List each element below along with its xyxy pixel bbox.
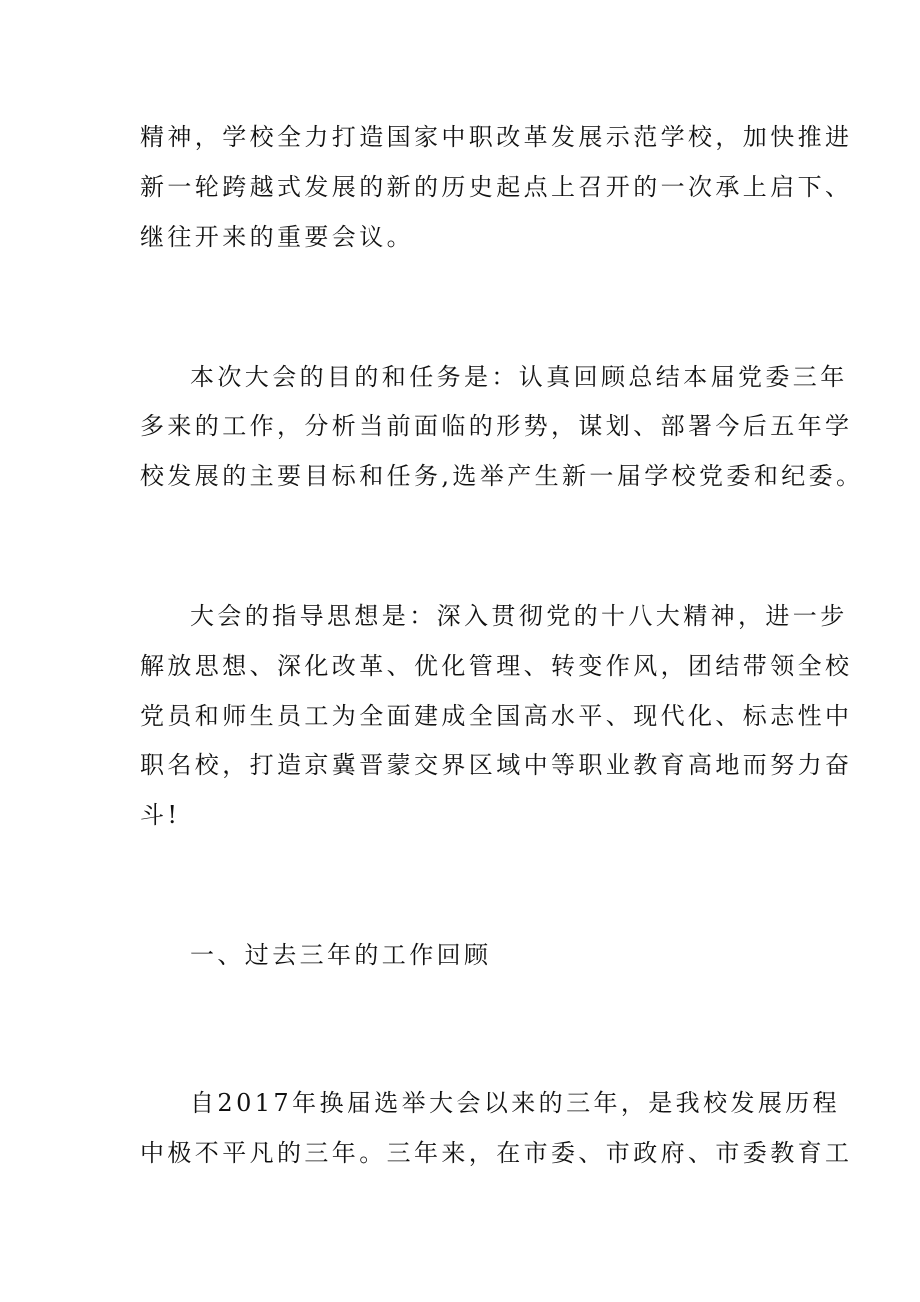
- text-line: 本次大会的目的和任务是：认真回顾总结本届党委三年: [190, 363, 848, 391]
- text-line: 精神，学校全力打造国家中职改革发展示范学校，加快推进: [140, 123, 853, 151]
- text-line: 党员和师生员工为全面建成全国高水平、现代化、标志性中: [140, 702, 853, 730]
- heading-text: 一、过去三年的工作回顾: [190, 941, 492, 969]
- text-line: 校发展的主要目标和任务,选举产生新一届学校党委和纪委。: [140, 462, 864, 490]
- text-line: 解放思想、深化改革、优化管理、转变作风，团结带领全校: [140, 652, 853, 680]
- text-line: 职名校，打造京冀晋蒙交界区域中等职业教育高地而努力奋: [140, 751, 853, 779]
- text-line: 多来的工作，分析当前面临的形势，谋划、部署今后五年学: [140, 412, 853, 440]
- text-line: 中极不平凡的三年。三年来，在市委、市政府、市委教育工: [140, 1139, 853, 1167]
- text-line: 继往开来的重要会议。: [140, 223, 414, 251]
- text-line: 斗!: [140, 801, 181, 829]
- text-line: 自2017年换届选举大会以来的三年，是我校发展历程: [190, 1089, 841, 1117]
- text-line: 大会的指导思想是：深入贯彻党的十八大精神，进一步: [190, 602, 848, 630]
- text-line: 新一轮跨越式发展的新的历史起点上召开的一次承上启下、: [140, 173, 853, 201]
